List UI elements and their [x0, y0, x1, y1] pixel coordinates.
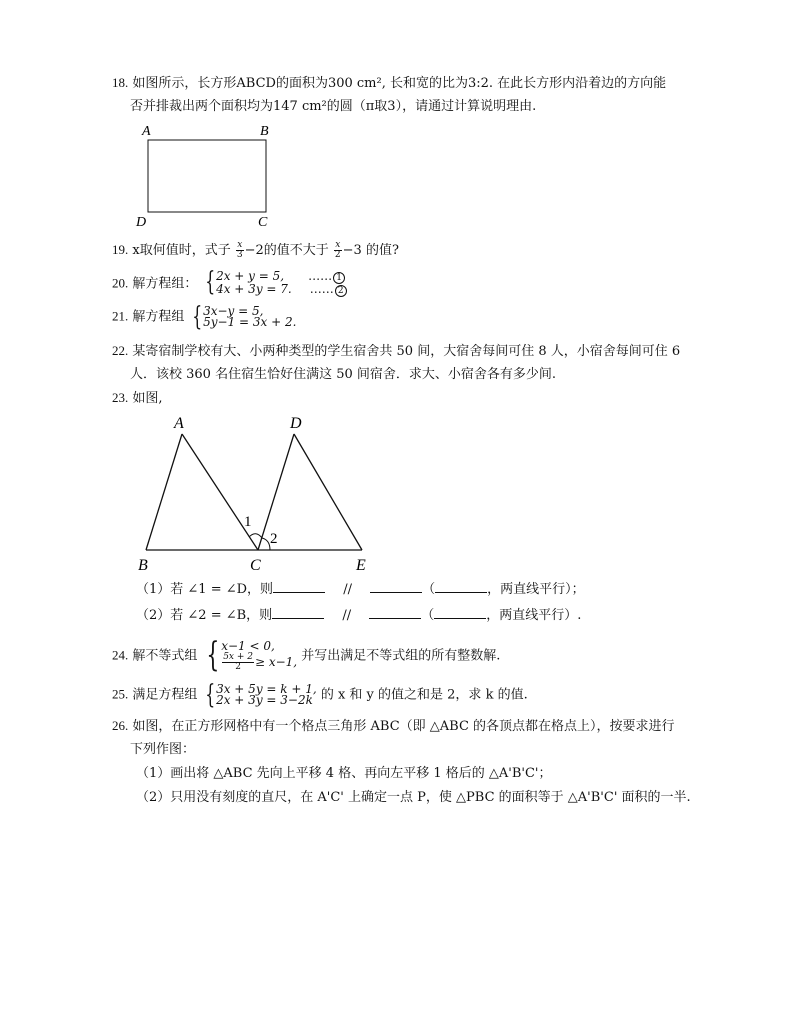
q21-number: 21. [112, 308, 129, 324]
q22-line1 [112, 341, 680, 362]
label-a: A [174, 415, 184, 432]
q26-part1-text: （1）画出将 △ABC 先向上平移 4 格、再向左平移 1 格后的 △A'B'C'； [136, 766, 552, 781]
q24-inequality-system [202, 635, 298, 675]
q24-line [112, 635, 501, 675]
q24-post: 并写出满足不等式组的所有整数解. [301, 648, 501, 664]
q23-part1 [136, 580, 585, 600]
label-c: C [258, 215, 268, 230]
q19-line [112, 240, 399, 261]
q23-part1-blank1[interactable] [273, 580, 325, 593]
q19-number: 19. [112, 242, 129, 257]
segment-ab [146, 434, 182, 550]
q26-line1 [112, 716, 675, 737]
q19-post: −3 的值? [342, 243, 399, 258]
q24-ineq2-post: ≥ x−1, [254, 655, 298, 669]
q19-frac2-num: x [335, 240, 341, 250]
q25-label: 满足方程组 [132, 687, 198, 703]
q23-part1-post: ，两直线平行）； [487, 582, 585, 597]
q22-text-line2: 人．该校 360 名住宿生恰好住满这 50 间宿舍．求大、小宿舍各有多少间. [130, 367, 557, 382]
q23-intro: 如图, [132, 391, 163, 406]
q19-fraction-1 [236, 241, 244, 260]
q23-number: 23. [112, 390, 129, 405]
q23-part2-post: ，两直线平行）. [486, 608, 582, 623]
q21-eq1: 3x−y = 5, [203, 304, 264, 318]
q25-eq2: 2x + 3y = 3−2k [216, 693, 313, 707]
q26-part2-text: （2）只用没有刻度的直尺，在 A'C' 上确定一点 P，使 △PBC 的面积等于 △A'B'C' 面积的一半. [136, 790, 691, 805]
q19-frac1-den: 3 [236, 250, 243, 260]
q23-intro-line [112, 388, 163, 409]
label-e: E [356, 557, 366, 574]
q20-dots2: …… [309, 282, 334, 296]
q26-part2 [136, 788, 691, 808]
q19-fraction-2 [334, 241, 342, 260]
label-angle-1: 1 [244, 514, 252, 530]
q25-number: 25. [112, 686, 129, 702]
q18-line2 [130, 97, 536, 117]
angle-2-arc [262, 538, 270, 550]
rectangle-abcd [148, 140, 266, 212]
q24-frac-den: 2 [235, 662, 241, 672]
q22-number: 22. [112, 343, 129, 358]
q24-ineq1: x−1 < 0, [221, 639, 275, 653]
q25-line [112, 680, 528, 710]
q23-part1-pre: （1）若 ∠1 = ∠D，则 [136, 582, 274, 597]
label-b: B [260, 124, 269, 139]
label-b: B [138, 557, 148, 574]
q23-part2-blank2[interactable] [369, 606, 421, 619]
q20-eq2-text: 4x + 3y = 7. [216, 282, 292, 296]
q23-part2-parallel: // [342, 608, 352, 623]
q26-line2 [130, 740, 195, 760]
q24-number: 24. [112, 647, 129, 663]
q19-frac1-num: x [237, 240, 243, 250]
q25-equation-system [202, 680, 317, 710]
q21-equation-system [189, 302, 297, 332]
label-angle-2: 2 [270, 531, 278, 547]
q24-brace: { [205, 635, 219, 675]
q25-post: 的 x 和 y 的值之和是 2，求 k 的值. [320, 687, 528, 703]
q19-mid: −2的值不大于 [244, 243, 329, 258]
segment-de [294, 434, 362, 550]
q24-label: 解不等式组 [132, 648, 198, 664]
q25-eq1: 3x + 5y = k + 1, [216, 682, 317, 696]
q23-part2-pre: （2）若 ∠2 = ∠B，则 [136, 608, 273, 623]
q20-equation-system [202, 267, 347, 297]
q26-number: 26. [112, 718, 129, 733]
q20-line [112, 267, 347, 297]
q20-label: 解方程组： [132, 276, 198, 292]
q23-part2 [136, 606, 581, 626]
q21-brace: { [191, 302, 202, 332]
q19-frac2-den: 2 [334, 250, 341, 260]
segment-ac [182, 434, 258, 550]
q24-frac-num: 5x + 2 [223, 652, 253, 662]
q23-triangles-figure [136, 412, 386, 578]
q26-text-line2: 下列作图： [130, 742, 196, 757]
q23-part1-paren: （ [422, 582, 436, 597]
q22-text-line1: 某寄宿制学校有大、小两种类型的学生宿舍共 50 间，大宿舍每间可住 8 人，小宿舍每间可住 6 [132, 344, 681, 359]
q21-label: 解方程组 [132, 309, 185, 325]
q19-pre: x取何值时，式子 [132, 243, 231, 258]
q18-text-line2: 否并排裁出两个面积均为147 cm²的圆（π取3），请通过计算说明理由. [130, 99, 537, 114]
angle-1-arc [249, 534, 262, 538]
label-d: D [136, 215, 147, 230]
q22-line2 [130, 365, 556, 385]
q18-line1 [112, 73, 666, 94]
q23-part2-paren: （ [421, 608, 435, 623]
q21-line [112, 302, 297, 332]
q23-part1-parallel: // [343, 582, 352, 597]
q24-ineq2 [221, 653, 297, 672]
label-c: C [250, 557, 261, 574]
q26-text-line1: 如图，在正方形网格中有一个格点三角形 ABC（即 △ABC 的各顶点都在格点上），按要求进行 [132, 719, 675, 734]
q26-part1 [136, 764, 551, 784]
q23-part1-blank2[interactable] [370, 580, 422, 593]
q23-part2-blank3[interactable] [434, 606, 486, 619]
q20-eq1-text: 2x + y = 5, [216, 269, 285, 283]
q20-brace: { [204, 267, 215, 297]
q23-part2-blank1[interactable] [272, 606, 324, 619]
label-a: A [142, 124, 151, 139]
q25-brace: { [204, 680, 215, 710]
q18-number: 18. [112, 75, 129, 90]
q20-eq2 [216, 284, 347, 297]
q18-text-line1: 如图所示，长方形ABCD的面积为300 cm², 长和宽的比为3:2. 在此长方形内沿着边的方向能 [132, 76, 667, 91]
q20-number: 20. [112, 275, 129, 291]
q23-part1-blank3[interactable] [435, 580, 487, 593]
q18-rectangle-figure [132, 120, 282, 232]
q20-mark2: 2 [335, 285, 347, 297]
q24-fraction [222, 653, 254, 672]
label-d: D [290, 415, 302, 432]
q20-dots1: …… [308, 269, 333, 283]
q21-eq2: 5y−1 = 3x + 2. [203, 315, 297, 329]
q20-mark1: 1 [333, 272, 345, 284]
